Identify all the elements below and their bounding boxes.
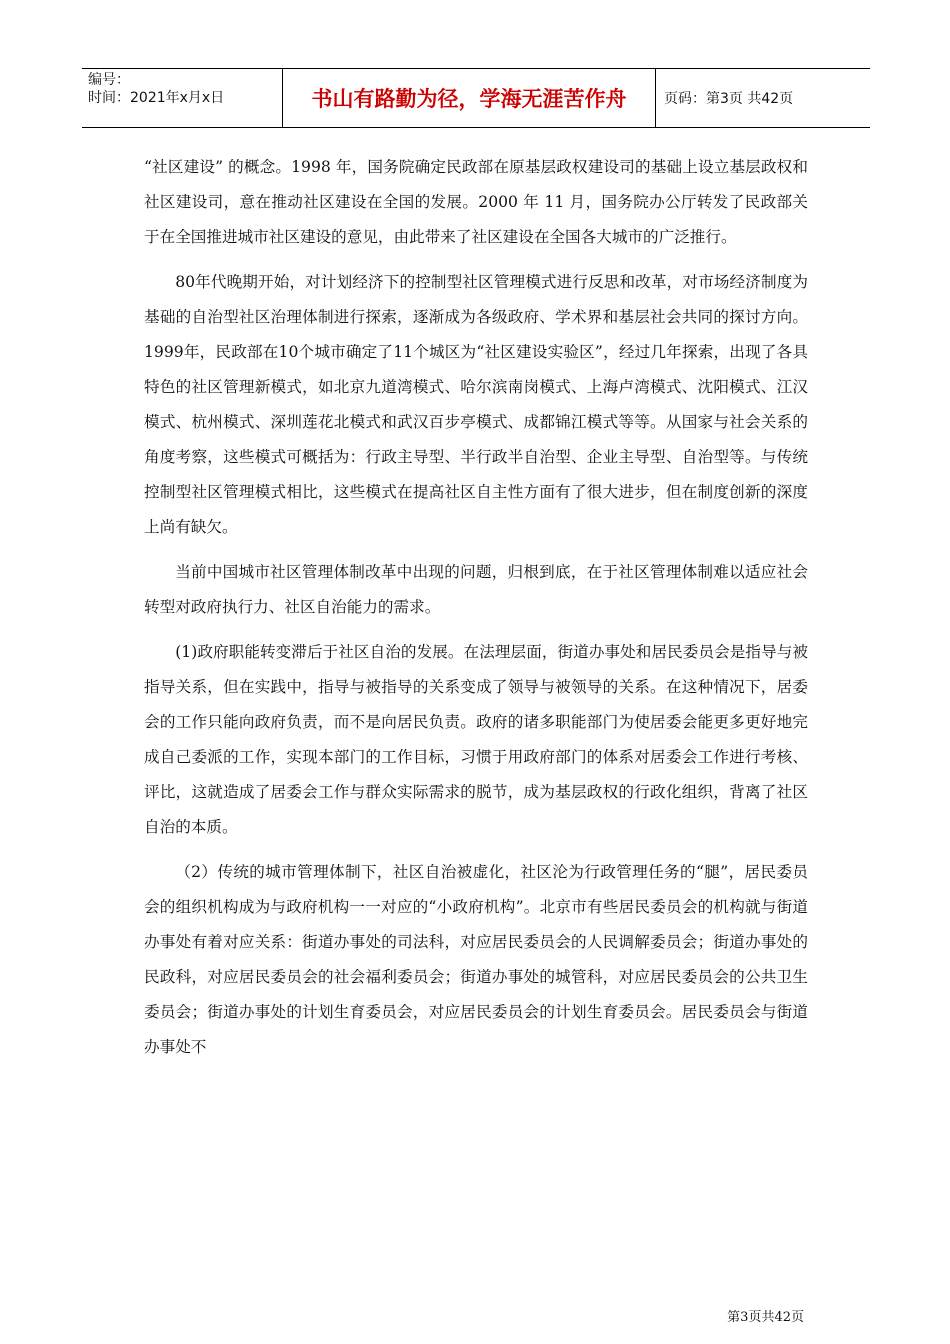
footer-page-number: 第3页共42页 — [727, 1310, 804, 1325]
document-number: 编号： — [88, 72, 130, 88]
paragraph: (1)政府职能转变滞后于社区自治的发展。在法理层面，街道办事处和居民委员会是指导与被指导关系，但在实践中，指导与被指导的关系变成了领导与被领导的关系。在这种情况下，居委会的工作只能向政府负责，而不是向居民负责。政府的诸多职能部门为使居委会能更多更好地完成自己委派的工作，实现本部门的工作目标，习惯于用政府部门的体系对居委会工作进行考核、评比，这就造成了居委会工作与群众实际需求的脱节，成为基层政权的行政化组织，背离了社区自治的本质。 — [144, 643, 808, 836]
header-motto: 书山有路勤为径，学海无涯苦作舟 — [282, 69, 656, 127]
header-page-number: 页码：第3页 共42页 — [664, 91, 794, 107]
paragraph: （2）传统的城市管理体制下，社区自治被虚化，社区沦为行政管理任务的“腿”，居民委员会的组织机构成为与政府机构一一对应的“小政府机构”。北京市有些居民委员会的机构就与街道办事处有着对应关系：街道办事处的司法科，对应居民委员会的人民调解委员会；街道办事处的民政科，对应居民委员会的社会福利委员会；街道办事处的城管科，对应居民委员会的公共卫生委员会；街道办事处的计划生育委员会，对应居民委员会的计划生育委员会。居民委员会与街道办事处不 — [144, 863, 808, 1056]
document-date: 时间：2021年x月x日 — [88, 90, 225, 106]
header-meta — [82, 69, 282, 127]
document-body — [144, 150, 808, 1075]
paragraph: 当前中国城市社区管理体制改革中出现的问题，归根到底，在于社区管理体制难以适应社会转型对政府执行力、社区自治能力的需求。 — [144, 563, 808, 616]
paragraph: “社区建设” 的概念。1998 年，国务院确定民政部在原基层政权建设司的基础上设立基层政权和社区建设司，意在推动社区建设在全国的发展。2000 年 11 月，国务院办公厅转发了民政部关于在全国推进城市社区建设的意见，由此带来了社区建设在全国各大城市的广泛推行。 — [144, 158, 808, 246]
paragraph: 80年代晚期开始，对计划经济下的控制型社区管理模式进行反思和改革，对市场经济制度为基础的自治型社区治理体制进行探索，逐渐成为各级政府、学术界和基层社会共同的探讨方向。1999年，民政部在10个城市确定了11个城区为“社区建设实验区”，经过几年探索，出现了各具特色的社区管理新模式，如北京九道湾模式、哈尔滨南岗模式、上海卢湾模式、沈阳模式、江汉模式、杭州模式、深圳莲花北模式和武汉百步亭模式、成都锦江模式等等。从国家与社会关系的角度考察，这些模式可概括为：行政主导型、半行政半自治型、企业主导型、自治型等。与传统控制型社区管理模式相比，这些模式在提高社区自主性方面有了很大进步，但在制度创新的深度上尚有缺欠。 — [144, 273, 808, 536]
page-header — [82, 68, 870, 128]
